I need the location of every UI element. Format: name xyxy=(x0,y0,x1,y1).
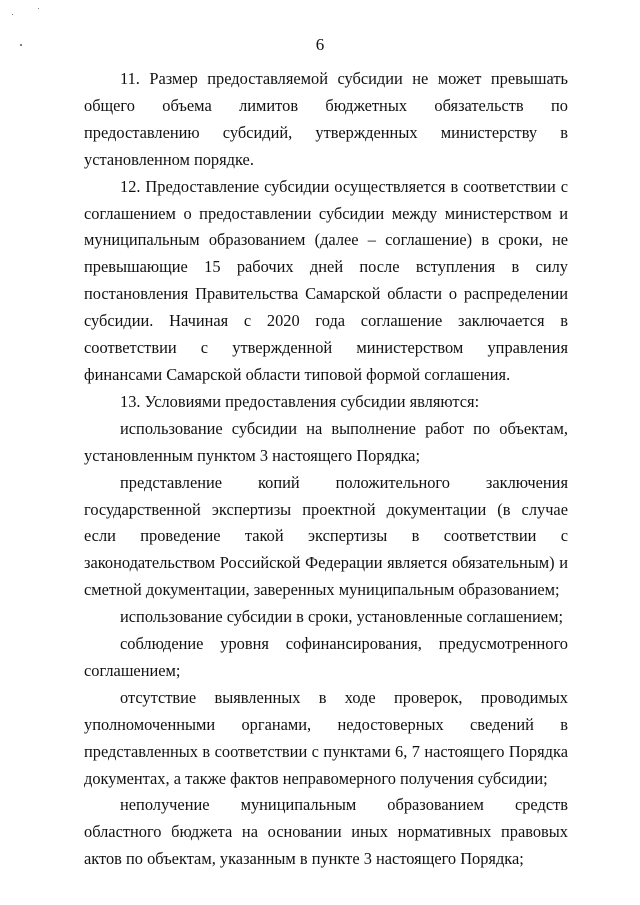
paragraph-12: 12. Предоставление субсидии осуществляется в соответствии с соглашением о предоставлении субсидии между министерством и муниципальным образованием (далее – соглашение) в сроки, не превышающие 15 рабочих дней после вступления в силу постановления Правительства Самарской области о распределении субсидии. Начиная с 2020 года соглашение заключается в соответствии с утвержденной министерством управления финансами Самарской области типовой формой соглашения. xyxy=(84,176,568,384)
paragraph-11: 11. Размер предоставляемой субсидии не может превышать общего объема лимитов бюджетных обязательств по предоставлению субсидий, утвержденных министерству в установленном порядке. xyxy=(84,69,568,169)
page-number: 6 xyxy=(315,35,325,54)
condition-item: использование субсидии в сроки, установленные соглашением; xyxy=(120,607,564,627)
paragraph-13: 13. Условиями предоставления субсидии являются: xyxy=(120,391,480,411)
document-body xyxy=(84,66,568,873)
condition-item: отсутствие выявленных в ходе проверок, проводимых уполномоченными органами, недостоверных сведений в представленных в соответствии с пунктами 6, 7 настоящего Порядка документах, а также фактов неправомерного получения субсидии; xyxy=(84,687,568,788)
condition-item: соблюдение уровня софинансирования, предусмотренного соглашением; xyxy=(84,634,568,680)
condition-item: представление копий положительного заключения государственной экспертизы проектной документации (в случае если проведение такой экспертизы в соответствии с законодательством Российской Федерации является обязательным) и сметной документации, заверенных муниципальным образованием; xyxy=(84,472,568,600)
condition-item: неполучение муниципальным образованием средств областного бюджета на основании иных нормативных правовых актов по объектам, указанным в пункте 3 настоящего Порядка; xyxy=(84,795,568,869)
scan-speck xyxy=(38,8,39,9)
condition-item: использование субсидии на выполнение работ по объектам, установленным пунктом 3 настоящего Порядка; xyxy=(84,418,568,465)
scan-speck xyxy=(12,14,13,15)
